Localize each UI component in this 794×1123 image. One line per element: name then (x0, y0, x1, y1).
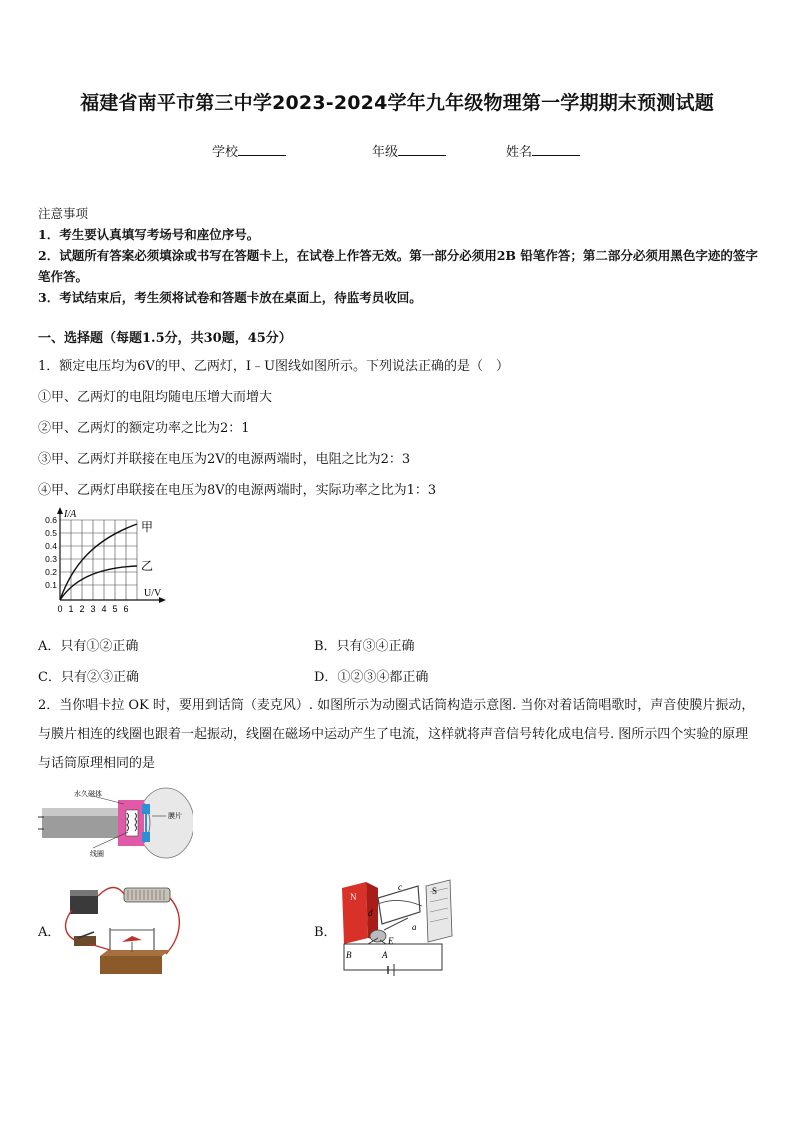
y-tick-label: 0.2 (45, 567, 57, 577)
page-title: 福建省南平市第三中学2023-2024学年九年级物理第一学期期末预测试题 (80, 92, 714, 114)
x-tick-label: 1 (68, 604, 74, 614)
curve-yi (60, 566, 137, 600)
south-pole-label: S (432, 886, 438, 896)
q1-stem: 1．额定电压均为6V的甲、乙两灯，I﹣U图线如图所示。下列说法正确的是（ ） (38, 359, 510, 374)
x-tick-label: 3 (90, 604, 96, 614)
q2-option-a: A． (38, 925, 61, 940)
q2-figure-b (338, 878, 460, 984)
name-label: 姓名 (506, 145, 533, 160)
q2-option-b: B． (314, 925, 337, 940)
q1-statement: ③甲、乙两灯并联接在电压为2V的电源两端时，电阻之比为2：3 (38, 452, 411, 467)
note-item: 2．试题所有答案必须填涂或书写在答题卡上，在试卷上作答无效。第一部分必须用2B 铅笔作答；第二部分必须用黑色字迹的签字笔作答。 (38, 248, 758, 284)
y-axis-label: I/A (64, 509, 77, 520)
q1-statement: ①甲、乙两灯的电阻均随电压增大而增大 (38, 390, 273, 405)
school-label: 学校 (212, 145, 239, 160)
curve-jia (60, 524, 137, 600)
label-c: c (398, 882, 402, 892)
notes-heading: 注意事项 (38, 206, 89, 221)
microphone-diagram (38, 786, 193, 860)
q1-statement: ②甲、乙两灯的额定功率之比为2：1 (38, 421, 250, 436)
grade-blank (398, 143, 446, 156)
y-tick-label: 0.1 (45, 580, 57, 590)
label-e: E (388, 936, 394, 946)
series-label-yi: 乙 (141, 559, 154, 573)
q1-option-d: D．①②③④都正确 (314, 670, 429, 685)
label-b: B (346, 950, 352, 960)
magnet-label: 水久磁体 (74, 790, 102, 798)
coil-label: 线圈 (90, 850, 104, 858)
membrane-label: 膜片 (168, 812, 182, 820)
q1-option-c: C．只有②③正确 (38, 670, 139, 685)
name-field (506, 141, 580, 160)
y-tick-label: 0.5 (45, 528, 57, 538)
y-tick-label: 0.6 (45, 515, 57, 525)
notes-block (38, 203, 760, 308)
north-pole-label: N (350, 892, 357, 902)
q1-option-b: B．只有③④正确 (314, 639, 415, 654)
y-tick-label: 0.4 (45, 541, 57, 551)
x-tick-label: 5 (112, 604, 118, 614)
grade-label: 年级 (372, 145, 399, 160)
label-a: a (412, 922, 417, 932)
q2-figure-a (62, 880, 184, 980)
school-field (212, 141, 286, 160)
x-tick-label: 0 (57, 604, 63, 614)
q1-statement: ④甲、乙两灯串联接在电压为8V的电源两端时，实际功率之比为1：3 (38, 483, 437, 498)
label-aa: A (382, 950, 388, 960)
q2-stem: 2．当你唱卡拉 OK 时，要用到话筒（麦克风）. 如图所示为动圈式话筒构造示意图. 当你对着话筒唱歌时，声音使膜片振动，与膜片相连的线圈也跟着一起振动，线圈在磁场中运动产生了电流，这样就将声音信号转化成电信号. 图所示四个实验的原理与话筒原理相同的是 (38, 698, 755, 771)
grade-field (372, 141, 446, 160)
x-axis-label: U/V (144, 588, 162, 599)
x-tick-label: 6 (123, 604, 129, 614)
note-item: 3．考试结束后，考生须将试卷和答题卡放在桌面上，待监考员收回。 (38, 290, 422, 305)
y-tick-label: 0.3 (45, 554, 57, 564)
section-heading: 一、选择题（每题1.5分，共30题，45分） (38, 331, 292, 346)
x-tick-label: 4 (101, 604, 107, 614)
name-blank (532, 143, 580, 156)
q1-iu-graph (38, 506, 178, 618)
school-blank (238, 143, 286, 156)
label-d: d (368, 908, 373, 918)
x-tick-label: 2 (79, 604, 85, 614)
q1-option-a: A．只有①②正确 (38, 639, 139, 654)
note-item: 1．考生要认真填写考场号和座位序号。 (38, 227, 260, 242)
series-label-jia: 甲 (141, 520, 154, 534)
